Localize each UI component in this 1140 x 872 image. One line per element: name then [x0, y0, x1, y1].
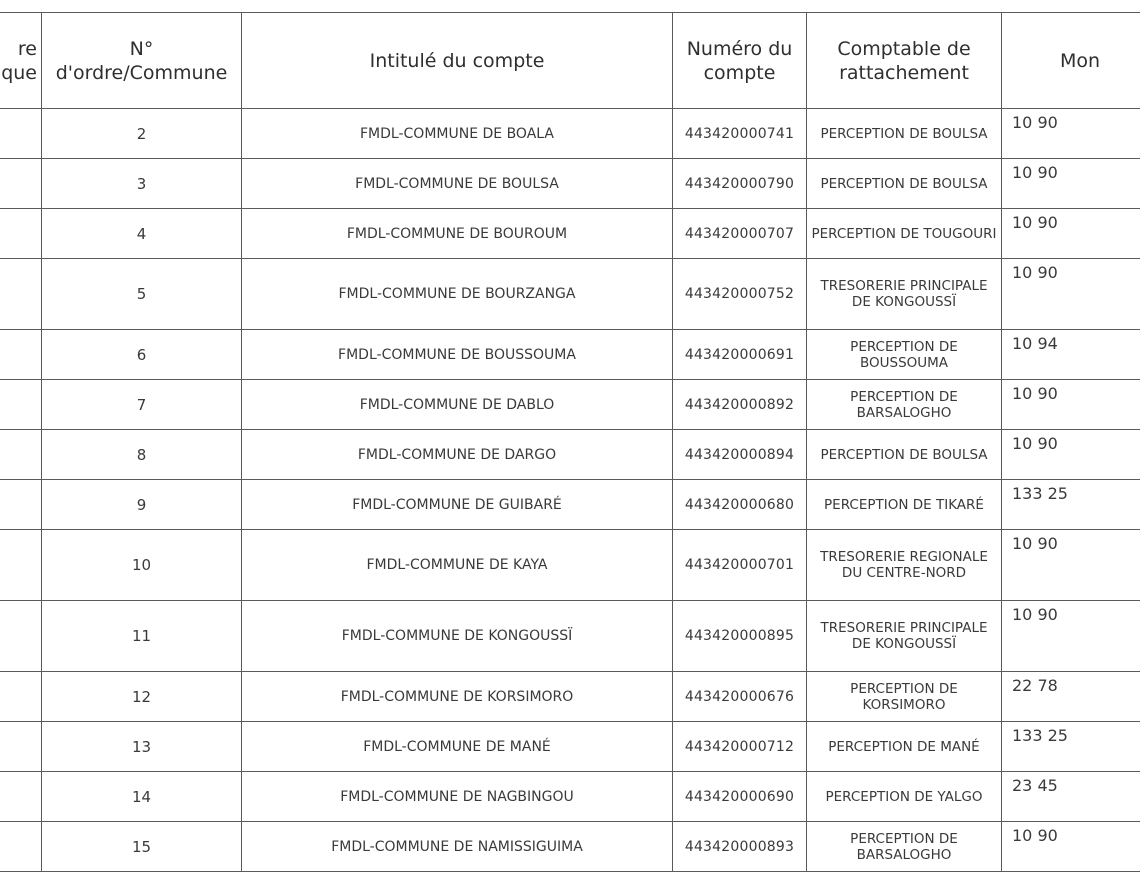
- cell-partial: [0, 530, 42, 601]
- table-row: [0, 430, 1140, 480]
- cell-montant: 10 94: [1002, 330, 1140, 380]
- cell-numero: 7: [42, 380, 242, 430]
- cell-montant: 10 90: [1002, 209, 1140, 259]
- cell-numero: 11: [42, 601, 242, 672]
- cell-intitule: FMDL-COMMUNE DE KAYA: [242, 530, 673, 601]
- table-row: [0, 822, 1140, 872]
- cell-montant: 10 90: [1002, 259, 1140, 330]
- cell-numero-compte: 443420000895: [673, 601, 807, 672]
- table-row: [0, 672, 1140, 722]
- cell-intitule: FMDL-COMMUNE DE BOUSSOUMA: [242, 330, 673, 380]
- cell-montant: 10 90: [1002, 601, 1140, 672]
- cell-intitule: FMDL-COMMUNE DE BOALA: [242, 109, 673, 159]
- cell-comptable: PERCEPTION DE BOULSA: [807, 159, 1002, 209]
- cell-montant: 10 90: [1002, 530, 1140, 601]
- cell-comptable: PERCEPTION DE BOULSA: [807, 109, 1002, 159]
- cell-comptable: PERCEPTION DE TOUGOURI: [807, 209, 1002, 259]
- cell-numero-compte: 443420000752: [673, 259, 807, 330]
- cell-comptable: TRESORERIE PRINCIPALE DE KONGOUSSÏ: [807, 259, 1002, 330]
- cell-numero-compte: 443420000701: [673, 530, 807, 601]
- cell-montant: 22 78: [1002, 672, 1140, 722]
- header-cell-montant: Mon: [1002, 13, 1140, 109]
- cell-intitule: FMDL-COMMUNE DE NAGBINGOU: [242, 772, 673, 822]
- table-row: [0, 601, 1140, 672]
- accounts-table-body: [0, 109, 1140, 872]
- cell-numero-compte: 443420000712: [673, 722, 807, 772]
- cell-partial: [0, 330, 42, 380]
- header-cell-partial: re que: [0, 13, 42, 109]
- document-sheet: [0, 12, 1140, 872]
- cell-numero-compte: 443420000790: [673, 159, 807, 209]
- cell-intitule: FMDL-COMMUNE DE DARGO: [242, 430, 673, 480]
- header-cell-numero: N° d'ordre/Commune: [42, 13, 242, 109]
- cell-comptable: PERCEPTION DE BOUSSOUMA: [807, 330, 1002, 380]
- cell-numero-compte: 443420000680: [673, 480, 807, 530]
- cell-numero-compte: 443420000892: [673, 380, 807, 430]
- cell-comptable: PERCEPTION DE TIKARÉ: [807, 480, 1002, 530]
- cell-comptable: PERCEPTION DE BARSALOGHO: [807, 380, 1002, 430]
- cell-partial: [0, 430, 42, 480]
- cell-partial: [0, 109, 42, 159]
- cell-comptable: PERCEPTION DE KORSIMORO: [807, 672, 1002, 722]
- header-cell-intitule: Intitulé du compte: [242, 13, 673, 109]
- header-cell-comptable: Comptable de rattachement: [807, 13, 1002, 109]
- cell-intitule: FMDL-COMMUNE DE KONGOUSSÏ: [242, 601, 673, 672]
- cell-numero: 6: [42, 330, 242, 380]
- table-row: [0, 330, 1140, 380]
- cell-numero: 15: [42, 822, 242, 872]
- cell-intitule: FMDL-COMMUNE DE NAMISSIGUIMA: [242, 822, 673, 872]
- table-row: [0, 259, 1140, 330]
- table-row: [0, 209, 1140, 259]
- cell-partial: [0, 822, 42, 872]
- cell-montant: 133 25: [1002, 722, 1140, 772]
- cell-montant: 10 90: [1002, 159, 1140, 209]
- cell-partial: [0, 209, 42, 259]
- cell-partial: [0, 259, 42, 330]
- cell-comptable: TRESORERIE PRINCIPALE DE KONGOUSSÏ: [807, 601, 1002, 672]
- cell-intitule: FMDL-COMMUNE DE BOURZANGA: [242, 259, 673, 330]
- cell-numero: 3: [42, 159, 242, 209]
- cell-numero: 2: [42, 109, 242, 159]
- cell-intitule: FMDL-COMMUNE DE BOUROUM: [242, 209, 673, 259]
- cell-intitule: FMDL-COMMUNE DE GUIBARÉ: [242, 480, 673, 530]
- cell-montant: 133 25: [1002, 480, 1140, 530]
- cell-numero: 8: [42, 430, 242, 480]
- cell-comptable: PERCEPTION DE YALGO: [807, 772, 1002, 822]
- table-row: [0, 480, 1140, 530]
- accounts-table: [0, 12, 1140, 872]
- cell-numero-compte: 443420000676: [673, 672, 807, 722]
- cell-intitule: FMDL-COMMUNE DE KORSIMORO: [242, 672, 673, 722]
- cell-intitule: FMDL-COMMUNE DE MANÉ: [242, 722, 673, 772]
- cell-comptable: PERCEPTION DE BOULSA: [807, 430, 1002, 480]
- cell-numero: 13: [42, 722, 242, 772]
- cell-montant: 23 45: [1002, 772, 1140, 822]
- cell-partial: [0, 722, 42, 772]
- cell-numero-compte: 443420000741: [673, 109, 807, 159]
- cell-partial: [0, 601, 42, 672]
- table-row: [0, 772, 1140, 822]
- cell-numero: 4: [42, 209, 242, 259]
- cell-comptable: PERCEPTION DE BARSALOGHO: [807, 822, 1002, 872]
- cell-numero-compte: 443420000707: [673, 209, 807, 259]
- cell-montant: 10 90: [1002, 430, 1140, 480]
- cell-numero: 9: [42, 480, 242, 530]
- cell-partial: [0, 480, 42, 530]
- cell-partial: [0, 159, 42, 209]
- cell-numero: 12: [42, 672, 242, 722]
- cell-numero: 14: [42, 772, 242, 822]
- cell-numero-compte: 443420000893: [673, 822, 807, 872]
- cell-partial: [0, 672, 42, 722]
- table-row: [0, 722, 1140, 772]
- cell-numero-compte: 443420000691: [673, 330, 807, 380]
- cell-intitule: FMDL-COMMUNE DE BOULSA: [242, 159, 673, 209]
- cell-comptable: PERCEPTION DE MANÉ: [807, 722, 1002, 772]
- cell-numero: 10: [42, 530, 242, 601]
- cell-numero: 5: [42, 259, 242, 330]
- table-row: [0, 109, 1140, 159]
- cell-numero-compte: 443420000894: [673, 430, 807, 480]
- header-cell-numero-compte: Numéro du compte: [673, 13, 807, 109]
- table-row: [0, 530, 1140, 601]
- cell-montant: 10 90: [1002, 380, 1140, 430]
- table-row: [0, 380, 1140, 430]
- cell-montant: 10 90: [1002, 822, 1140, 872]
- cell-partial: [0, 380, 42, 430]
- cell-numero-compte: 443420000690: [673, 772, 807, 822]
- cell-partial: [0, 772, 42, 822]
- cell-intitule: FMDL-COMMUNE DE DABLO: [242, 380, 673, 430]
- cell-montant: 10 90: [1002, 109, 1140, 159]
- cell-comptable: TRESORERIE REGIONALE DU CENTRE-NORD: [807, 530, 1002, 601]
- table-row: [0, 159, 1140, 209]
- header-row: [0, 13, 1140, 109]
